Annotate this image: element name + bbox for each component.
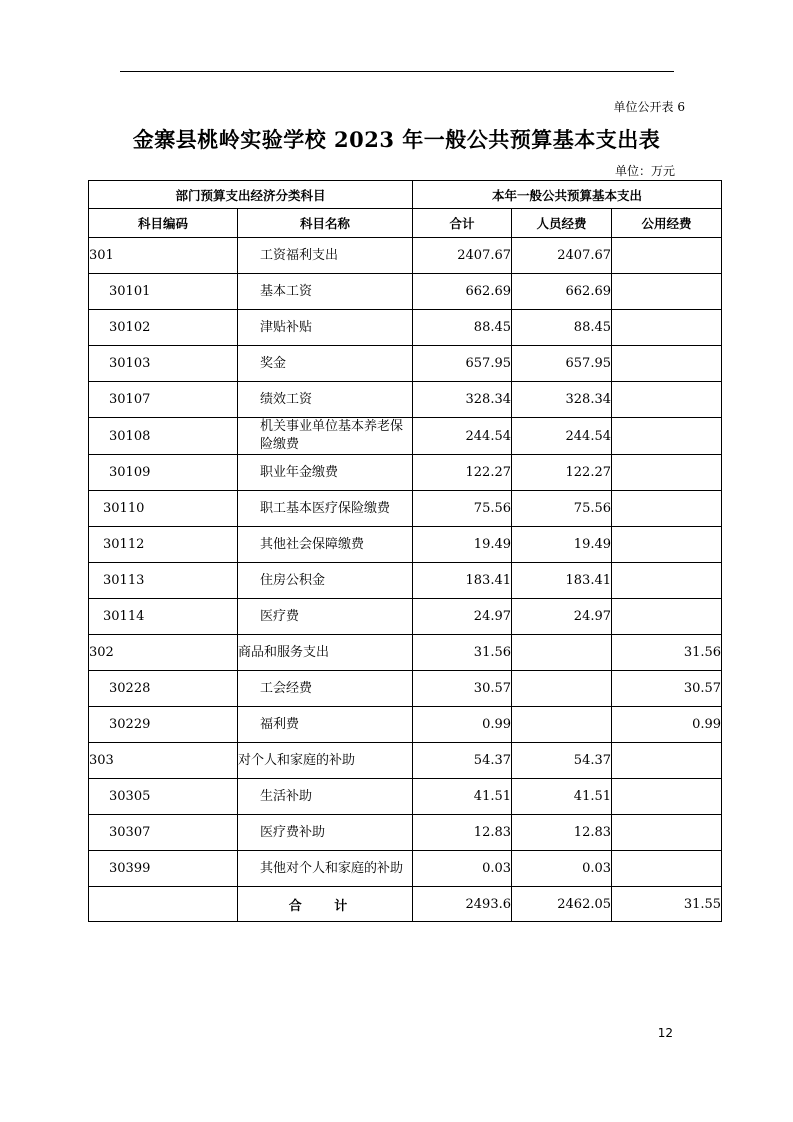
name-cell: 机关事业单位基本养老保险缴费 [238, 418, 413, 455]
table-row [89, 599, 722, 635]
name-cell: 基本工资 [238, 274, 413, 310]
name-cell: 职工基本医疗保险缴费 [238, 491, 413, 527]
total-cell: 328.34 [413, 382, 512, 418]
name-cell: 工会经费 [238, 671, 413, 707]
total-cell: 0.03 [413, 851, 512, 887]
name-cell: 奖金 [238, 346, 413, 382]
total-cell: 122.27 [413, 455, 512, 491]
total-cell: 244.54 [413, 418, 512, 455]
table-row [89, 238, 722, 274]
public-cell [612, 238, 722, 274]
total-personnel-cell: 2462.05 [512, 887, 612, 922]
group-header-expenditure: 本年一般公共预算基本支出 [413, 181, 722, 209]
total-cell: 75.56 [413, 491, 512, 527]
public-cell: 0.99 [612, 707, 722, 743]
total-cell: 0.99 [413, 707, 512, 743]
total-cell: 31.56 [413, 635, 512, 671]
top-rule [120, 71, 674, 72]
total-cell: 657.95 [413, 346, 512, 382]
table-row [89, 851, 722, 887]
total-cell: 662.69 [413, 274, 512, 310]
total-code-cell [89, 887, 238, 922]
total-cell: 19.49 [413, 527, 512, 563]
budget-table [88, 180, 722, 922]
table-row [89, 671, 722, 707]
name-cell: 生活补助 [238, 779, 413, 815]
code-cell: 302 [89, 635, 238, 671]
public-cell: 31.56 [612, 635, 722, 671]
name-cell: 商品和服务支出 [238, 635, 413, 671]
column-header-public: 公用经费 [612, 209, 722, 238]
table-row [89, 491, 722, 527]
code-cell: 30114 [89, 599, 238, 635]
personnel-cell [512, 635, 612, 671]
name-cell: 其他社会保障缴费 [238, 527, 413, 563]
public-cell [612, 274, 722, 310]
group-header-classification: 部门预算支出经济分类科目 [89, 181, 413, 209]
total-cell: 41.51 [413, 779, 512, 815]
table-row [89, 743, 722, 779]
page-title: 金寨县桃岭实验学校 2023 年一般公共预算基本支出表 [132, 127, 661, 152]
public-cell [612, 346, 722, 382]
personnel-cell: 88.45 [512, 310, 612, 346]
personnel-cell: 657.95 [512, 346, 612, 382]
personnel-cell: 12.83 [512, 815, 612, 851]
personnel-cell: 41.51 [512, 779, 612, 815]
name-cell: 工资福利支出 [238, 238, 413, 274]
personnel-cell [512, 707, 612, 743]
code-cell: 30102 [89, 310, 238, 346]
column-header-total: 合计 [413, 209, 512, 238]
public-cell [612, 599, 722, 635]
personnel-cell: 75.56 [512, 491, 612, 527]
name-cell: 医疗费补助 [238, 815, 413, 851]
table-row [89, 527, 722, 563]
total-cell: 183.41 [413, 563, 512, 599]
table-row [89, 635, 722, 671]
total-public-cell: 31.55 [612, 887, 722, 922]
code-cell: 30108 [89, 418, 238, 455]
public-cell [612, 418, 722, 455]
name-cell: 医疗费 [238, 599, 413, 635]
code-cell: 30113 [89, 563, 238, 599]
total-cell: 30.57 [413, 671, 512, 707]
personnel-cell: 662.69 [512, 274, 612, 310]
total-cell: 2407.67 [413, 238, 512, 274]
total-sum-cell: 2493.6 [413, 887, 512, 922]
total-cell: 12.83 [413, 815, 512, 851]
code-cell: 30110 [89, 491, 238, 527]
total-label: 合 计 [238, 887, 413, 922]
table-row [89, 418, 722, 455]
personnel-cell [512, 671, 612, 707]
page-number: 12 [657, 1026, 673, 1040]
personnel-cell: 328.34 [512, 382, 612, 418]
name-cell: 住房公积金 [238, 563, 413, 599]
name-cell: 职业年金缴费 [238, 455, 413, 491]
code-cell: 30101 [89, 274, 238, 310]
name-cell: 福利费 [238, 707, 413, 743]
public-cell [612, 743, 722, 779]
total-row [89, 887, 722, 922]
personnel-cell: 19.49 [512, 527, 612, 563]
public-cell [612, 815, 722, 851]
public-cell [612, 779, 722, 815]
name-cell: 其他对个人和家庭的补助 [238, 851, 413, 887]
personnel-cell: 244.54 [512, 418, 612, 455]
unit-label: 单位：万元 [614, 164, 675, 178]
column-header-name: 科目名称 [238, 209, 413, 238]
table-row [89, 346, 722, 382]
public-cell [612, 563, 722, 599]
column-header-code: 科目编码 [89, 209, 238, 238]
code-cell: 30307 [89, 815, 238, 851]
code-cell: 301 [89, 238, 238, 274]
name-cell: 绩效工资 [238, 382, 413, 418]
table-label: 单位公开表 6 [613, 100, 685, 114]
total-cell: 54.37 [413, 743, 512, 779]
personnel-cell: 54.37 [512, 743, 612, 779]
column-header-row [89, 209, 722, 238]
public-cell [612, 382, 722, 418]
public-cell [612, 455, 722, 491]
name-cell: 对个人和家庭的补助 [238, 743, 413, 779]
total-cell: 88.45 [413, 310, 512, 346]
public-cell [612, 310, 722, 346]
code-cell: 30229 [89, 707, 238, 743]
public-cell: 30.57 [612, 671, 722, 707]
code-cell: 303 [89, 743, 238, 779]
table-row [89, 455, 722, 491]
name-cell: 津贴补贴 [238, 310, 413, 346]
public-cell [612, 491, 722, 527]
personnel-cell: 24.97 [512, 599, 612, 635]
code-cell: 30305 [89, 779, 238, 815]
public-cell [612, 527, 722, 563]
code-cell: 30399 [89, 851, 238, 887]
table-row [89, 310, 722, 346]
code-cell: 30103 [89, 346, 238, 382]
total-cell: 24.97 [413, 599, 512, 635]
table-row [89, 815, 722, 851]
personnel-cell: 2407.67 [512, 238, 612, 274]
column-header-personnel: 人员经费 [512, 209, 612, 238]
code-cell: 30228 [89, 671, 238, 707]
code-cell: 30112 [89, 527, 238, 563]
group-header-row [89, 181, 722, 209]
table-row [89, 274, 722, 310]
table-row [89, 707, 722, 743]
public-cell [612, 851, 722, 887]
table-row [89, 563, 722, 599]
personnel-cell: 0.03 [512, 851, 612, 887]
code-cell: 30109 [89, 455, 238, 491]
table-row [89, 779, 722, 815]
personnel-cell: 183.41 [512, 563, 612, 599]
code-cell: 30107 [89, 382, 238, 418]
personnel-cell: 122.27 [512, 455, 612, 491]
table-row [89, 382, 722, 418]
